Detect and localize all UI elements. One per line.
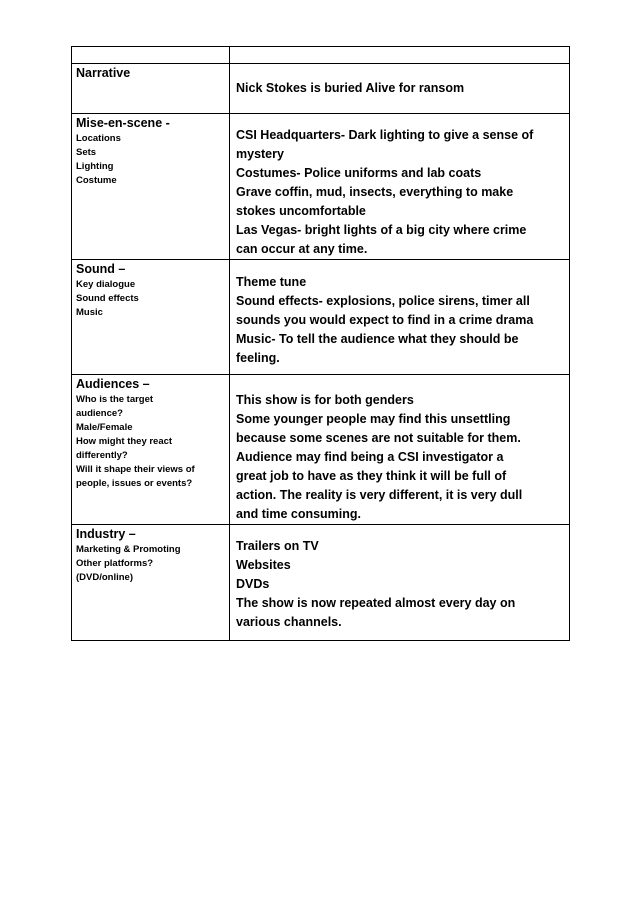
content-line: CSI Headquarters- Dark lighting to give a sense of <box>236 128 534 142</box>
content-line: Music- To tell the audience what they should be <box>236 332 519 346</box>
content-text <box>230 64 569 98</box>
content-line: Websites <box>236 558 291 572</box>
sub-item-list <box>72 393 229 491</box>
category-heading: Industry – <box>76 527 136 541</box>
sub-item: people, issues or events? <box>76 478 193 489</box>
content-line: DVDs <box>236 577 270 591</box>
category-cell <box>72 114 230 260</box>
content-line: Costumes- Police uniforms and lab coats <box>236 166 482 180</box>
category-heading: Audiences – <box>76 377 150 391</box>
category-cell <box>72 64 230 114</box>
table-row-industry <box>72 525 570 641</box>
category-heading: Mise-en-scene - <box>76 116 170 130</box>
sub-item-list <box>72 278 229 320</box>
table-row-narrative <box>72 64 570 114</box>
content-line: can occur at any time. <box>236 242 368 256</box>
content-line: action. The reality is very different, it is very dull <box>236 488 523 502</box>
category-cell <box>72 525 230 641</box>
sub-item-list <box>72 132 229 188</box>
content-text <box>230 375 569 524</box>
analysis-table <box>71 46 570 641</box>
content-line: Grave coffin, mud, insects, everything to make <box>236 185 514 199</box>
content-line: sounds you would expect to find in a crime drama <box>236 313 534 327</box>
table-row-sound <box>72 260 570 375</box>
content-line: Audience may find being a CSI investigator a <box>236 450 504 464</box>
sub-item: audience? <box>76 408 123 419</box>
category-heading: Narrative <box>76 66 131 80</box>
content-cell <box>230 260 570 375</box>
sub-item: Lighting <box>76 161 114 172</box>
sub-item: Music <box>76 307 103 318</box>
content-cell <box>230 375 570 525</box>
table-row-mise-en-scene <box>72 114 570 260</box>
content-line: stokes uncomfortable <box>236 204 366 218</box>
content-cell <box>230 525 570 641</box>
content-cell <box>230 64 570 114</box>
content-line: Trailers on TV <box>236 539 319 553</box>
category-cell <box>72 375 230 525</box>
empty-header-cell-left <box>72 47 230 64</box>
content-text <box>230 260 569 368</box>
category-heading: Sound – <box>76 262 126 276</box>
category-cell <box>72 260 230 375</box>
sub-item: Key dialogue <box>76 279 136 290</box>
sub-item: Costume <box>76 175 117 186</box>
sub-item: Other platforms? <box>76 558 154 569</box>
sub-item: differently? <box>76 450 128 461</box>
content-line: because some scenes are not suitable for them. <box>236 431 521 445</box>
sub-item: Who is the target <box>76 394 154 405</box>
sub-item: Sound effects <box>76 293 139 304</box>
content-line: feeling. <box>236 351 280 365</box>
sub-item: Locations <box>76 133 121 144</box>
content-line: Theme tune <box>236 275 307 289</box>
content-line: great job to have as they think it will be full of <box>236 469 507 483</box>
content-line: Some younger people may find this unsettling <box>236 412 511 426</box>
content-line: Sound effects- explosions, police sirens, timer all <box>236 294 530 308</box>
content-line: Nick Stokes is buried Alive for ransom <box>236 81 465 95</box>
content-line: Las Vegas- bright lights of a big city where crime <box>236 223 527 237</box>
content-line: mystery <box>236 147 284 161</box>
content-line: The show is now repeated almost every day on <box>236 596 516 610</box>
content-text <box>230 525 569 632</box>
sub-item: (DVD/online) <box>76 572 133 583</box>
sub-item: Marketing & Promoting <box>76 544 181 555</box>
sub-item-list <box>72 543 229 585</box>
content-text <box>230 114 569 259</box>
sub-item: How might they react <box>76 436 173 447</box>
sub-item: Will it shape their views of <box>76 464 195 475</box>
sub-item: Male/Female <box>76 422 133 433</box>
table-header-row <box>72 47 570 64</box>
content-line: various channels. <box>236 615 342 629</box>
content-cell <box>230 114 570 260</box>
table-row-audiences <box>72 375 570 525</box>
empty-header-cell-right <box>230 47 570 64</box>
content-line: and time consuming. <box>236 507 362 521</box>
content-line: This show is for both genders <box>236 393 414 407</box>
sub-item: Sets <box>76 147 97 158</box>
